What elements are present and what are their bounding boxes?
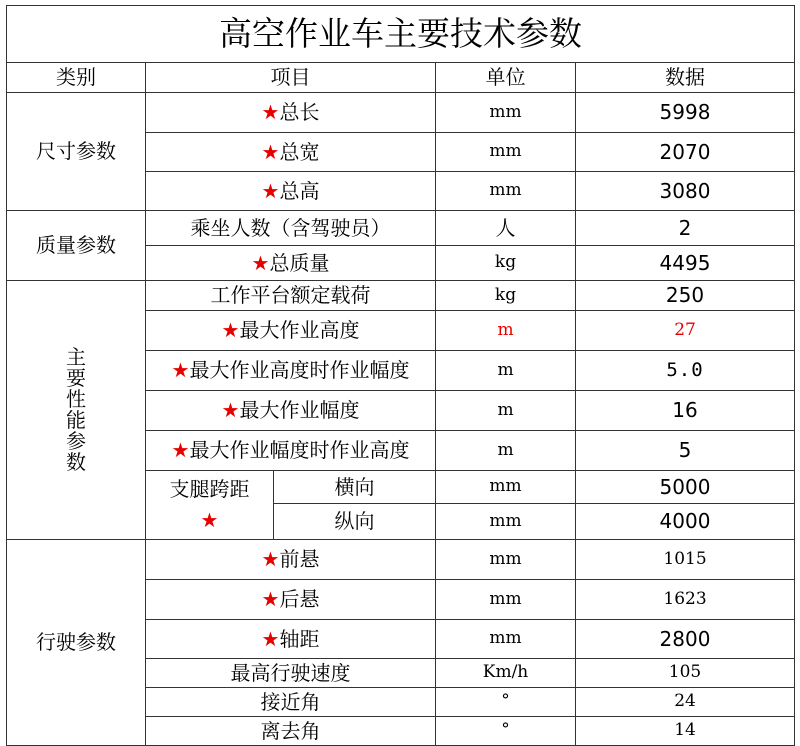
category-drive: 行驶参数 [7, 540, 146, 746]
value-cell: 4495 [576, 246, 795, 281]
category-size: 尺寸参数 [7, 93, 146, 211]
item-cell [146, 246, 436, 281]
item-label: 乘坐人数（含驾驶员） [190, 215, 391, 240]
table-row [7, 281, 795, 311]
item-cell [146, 311, 436, 351]
header-item: 项目 [146, 63, 436, 93]
unit-cell: mm [436, 620, 576, 659]
value-cell: 3080 [576, 172, 795, 211]
value-cell: 5000 [576, 471, 795, 504]
item-label: 总质量 [269, 250, 330, 275]
item-cell [146, 580, 436, 620]
header-unit: 单位 [436, 63, 576, 93]
category-char: 要 [66, 366, 86, 390]
item-cell [146, 620, 436, 659]
item-cell [146, 540, 436, 580]
unit-cell: m [436, 391, 576, 431]
item-cell [146, 431, 436, 471]
star-icon: ★ [171, 438, 190, 462]
item-cell [146, 281, 436, 311]
unit-cell: mm [436, 172, 576, 211]
star-icon: ★ [251, 250, 270, 275]
value-cell: 24 [576, 688, 795, 717]
header-data: 数据 [576, 63, 795, 93]
value-cell: 2 [576, 211, 795, 246]
star-icon: ★ [221, 318, 240, 342]
item-label: 工作平台额定载荷 [210, 283, 371, 307]
value-cell: 27 [576, 311, 795, 351]
unit-cell: m [436, 431, 576, 471]
star-icon: ★ [171, 358, 190, 382]
unit-cell: mm [436, 540, 576, 580]
unit-cell: mm [436, 471, 576, 504]
item-cell [146, 211, 436, 246]
table-row [7, 93, 795, 133]
value-cell: 14 [576, 717, 795, 746]
sub-item-cell: 纵向 [274, 504, 436, 540]
outrigger-label: 支腿跨距 [169, 477, 250, 501]
outrigger-cell [146, 471, 274, 540]
value-cell: 105 [576, 659, 795, 688]
item-cell [146, 717, 436, 746]
item-label: 轴距 [279, 626, 320, 651]
value-cell: 5 [576, 431, 795, 471]
value-cell: 1623 [576, 580, 795, 620]
category-performance [7, 281, 146, 540]
star-icon: ★ [261, 626, 280, 651]
unit-cell: kg [436, 281, 576, 311]
star-icon: ★ [200, 508, 219, 532]
item-cell [146, 688, 436, 717]
item-label: 总长 [279, 100, 320, 124]
category-char: 能 [66, 408, 86, 432]
item-label: 最大作业幅度 [239, 398, 360, 422]
unit-cell: mm [436, 580, 576, 620]
item-cell [146, 659, 436, 688]
unit-cell: mm [436, 504, 576, 540]
value-cell: 2070 [576, 133, 795, 172]
star-icon: ★ [261, 178, 280, 203]
value-cell: 250 [576, 281, 795, 311]
value-cell: 16 [576, 391, 795, 431]
sub-item-cell: 横向 [274, 471, 436, 504]
category-char: 性 [66, 387, 86, 411]
value-cell: 1015 [576, 540, 795, 580]
value-cell: 5.0 [576, 351, 795, 391]
item-label: 总高 [279, 178, 320, 203]
category-char: 数 [66, 450, 86, 474]
unit-cell: mm [436, 133, 576, 172]
item-cell [146, 172, 436, 211]
value-cell: 4000 [576, 504, 795, 540]
star-icon: ★ [261, 100, 280, 124]
item-label: 接近角 [260, 689, 321, 714]
unit-cell: Km/h [436, 659, 576, 688]
table-title: 高空作业车主要技术参数 [7, 6, 795, 63]
item-label: 最大作业高度时作业幅度 [189, 358, 410, 382]
item-label: 最大作业高度 [239, 318, 360, 342]
table-row [7, 211, 795, 246]
value-cell: 5998 [576, 93, 795, 133]
category-char: 参 [66, 429, 86, 453]
item-label: 前悬 [279, 547, 320, 571]
item-label: 总宽 [279, 139, 320, 164]
item-cell [146, 351, 436, 391]
category-mass: 质量参数 [7, 211, 146, 281]
unit-cell: 人 [436, 211, 576, 246]
table-row [7, 540, 795, 580]
unit-cell: ° [436, 717, 576, 746]
star-icon: ★ [261, 139, 280, 164]
item-cell [146, 93, 436, 133]
unit-cell: m [436, 351, 576, 391]
item-label: 后悬 [279, 587, 320, 611]
item-label: 离去角 [260, 718, 321, 743]
spec-table [6, 5, 795, 746]
star-icon: ★ [261, 587, 280, 611]
item-cell [146, 391, 436, 431]
unit-cell: m [436, 311, 576, 351]
item-label: 最高行驶速度 [230, 660, 351, 685]
unit-cell: mm [436, 93, 576, 133]
star-icon: ★ [261, 547, 280, 571]
category-char: 主 [66, 345, 86, 369]
unit-cell: kg [436, 246, 576, 281]
unit-cell: ° [436, 688, 576, 717]
header-row [7, 63, 795, 93]
header-category: 类别 [7, 63, 146, 93]
star-icon: ★ [221, 398, 240, 422]
value-cell: 2800 [576, 620, 795, 659]
item-cell [146, 133, 436, 172]
title-row [7, 6, 795, 63]
item-label: 最大作业幅度时作业高度 [189, 438, 410, 462]
